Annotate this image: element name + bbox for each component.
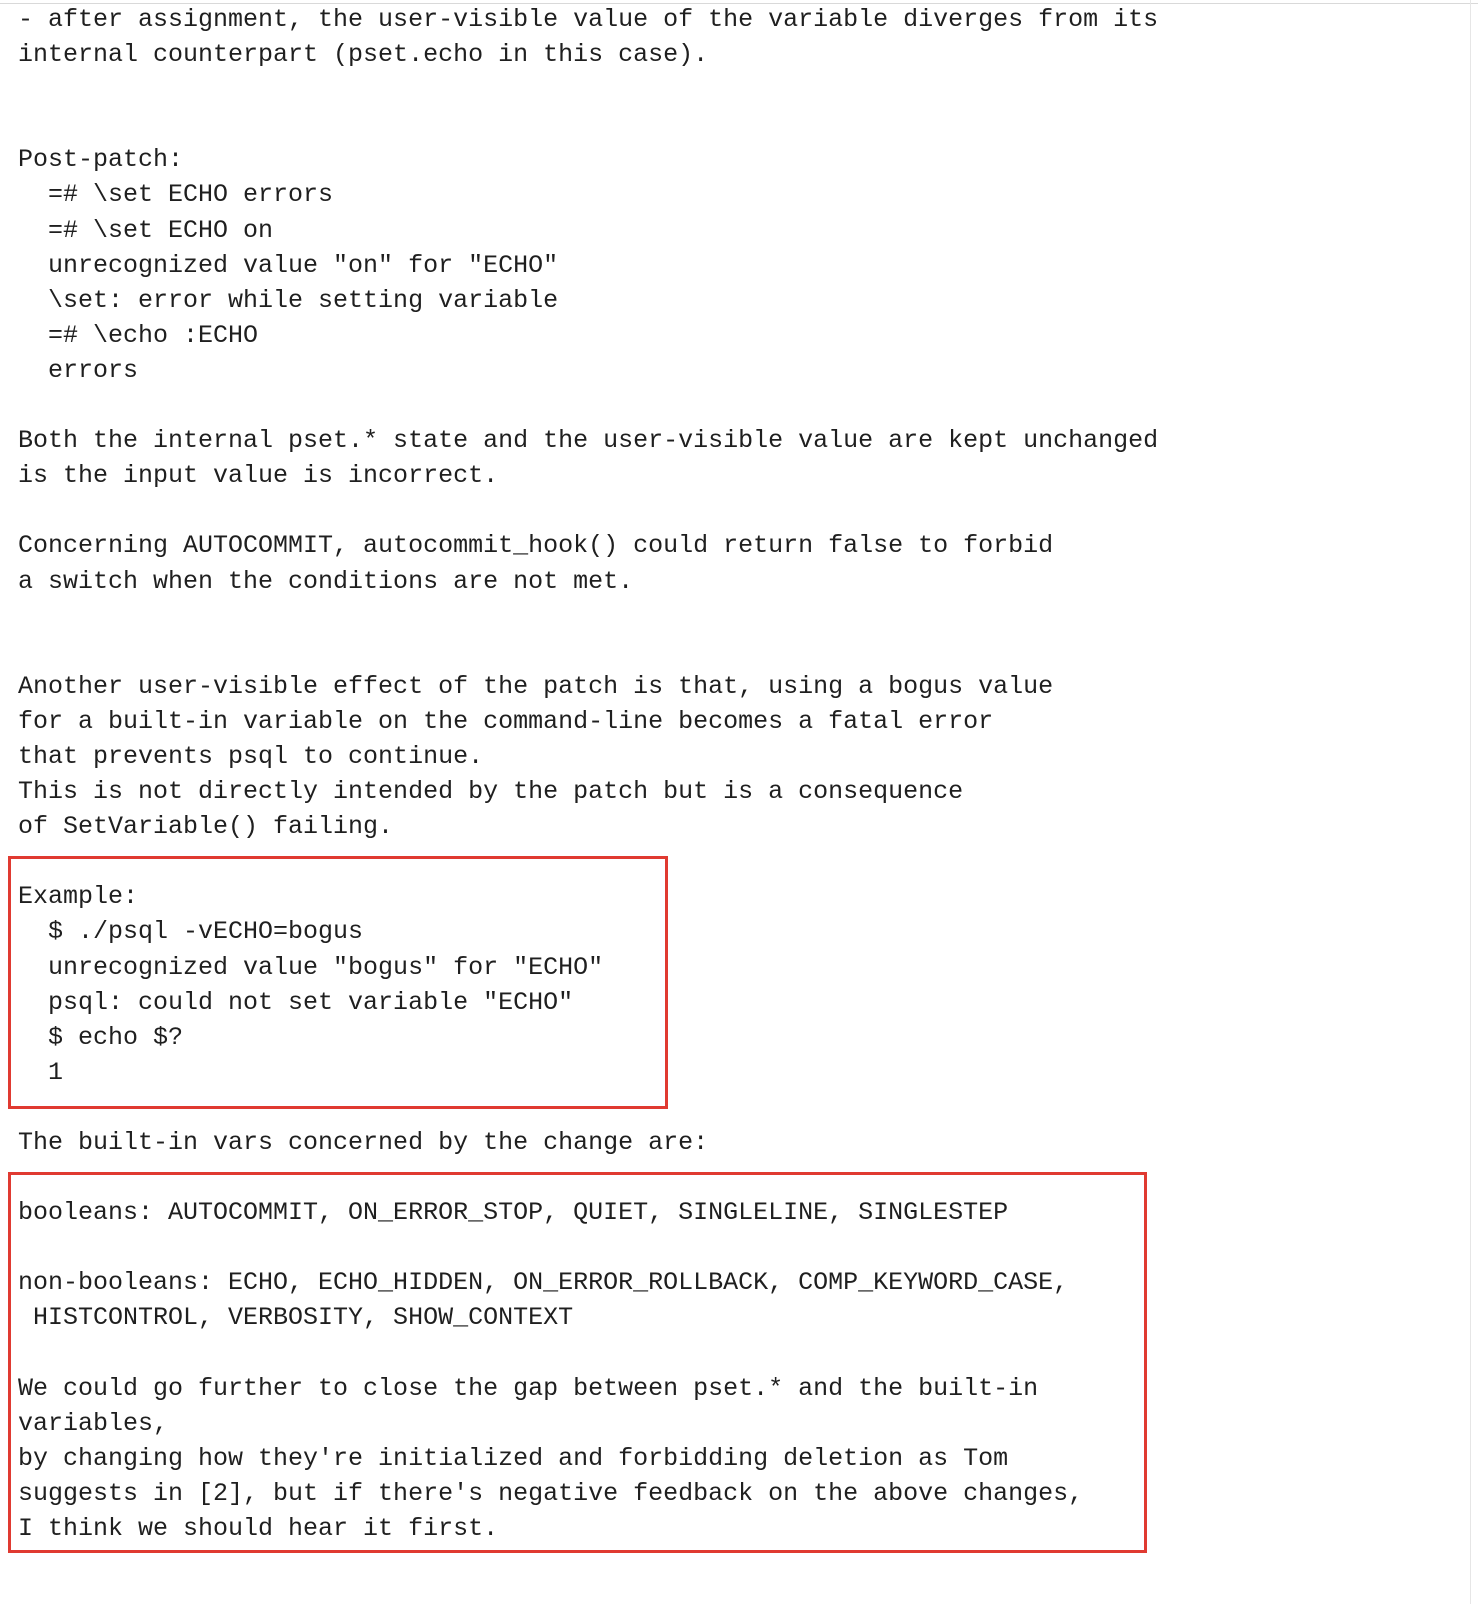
blank-line <box>18 1230 1448 1265</box>
text-line: internal counterpart (pset.echo in this case). <box>18 40 709 70</box>
text-line: Concerning AUTOCOMMIT, autocommit_hook() could return false to forbid <box>18 531 1054 561</box>
text-line: suggests in [2], but if there's negative feedback on the above changes, <box>18 1478 1084 1508</box>
text-line: Another user-visible effect of the patch is that, using a bogus value <box>18 671 1054 701</box>
blank-line <box>18 388 1448 423</box>
text-line: We could go further to close the gap between pset.* and the built-in <box>18 1373 1039 1403</box>
code-line: unrecognized value "on" for "ECHO" <box>18 250 559 280</box>
blank-line <box>18 1090 1448 1125</box>
text-line: of SetVariable() failing. <box>18 812 394 842</box>
section-heading-example: Example: <box>18 882 139 912</box>
code-line: unrecognized value "bogus" for "ECHO" <box>18 952 604 982</box>
blank-line <box>18 599 1448 634</box>
text-line: The built-in vars concerned by the change are: <box>18 1128 709 1157</box>
email-message-body <box>18 2 1448 1546</box>
code-line: =# \echo :ECHO <box>18 320 259 350</box>
booleans-list: booleans: AUTOCOMMIT, ON_ERROR_STOP, QUIET, SINGLELINE, SINGLESTEP <box>18 1198 1009 1228</box>
text-line: is the input value is incorrect. <box>18 461 499 491</box>
text-line: This is not directly intended by the patch but is a consequence <box>18 777 964 807</box>
code-line: =# \set ECHO on <box>18 215 274 245</box>
code-line: errors <box>18 355 139 385</box>
section-heading-post-patch: Post-patch: <box>18 145 184 175</box>
non-booleans-list-continued: HISTCONTROL, VERBOSITY, SHOW_CONTEXT <box>18 1303 574 1333</box>
text-line: variables, <box>18 1408 169 1438</box>
code-line: $ ./psql -vECHO=bogus <box>18 917 364 947</box>
blank-line <box>18 1160 1448 1195</box>
text-line: Both the internal pset.* state and the user-visible value are kept unchanged <box>18 426 1159 456</box>
blank-line <box>18 844 1448 879</box>
blank-line <box>18 1336 1448 1371</box>
blank-line <box>18 493 1448 528</box>
right-divider <box>1470 0 1471 1604</box>
text-line: for a built-in variable on the command-line becomes a fatal error <box>18 706 994 736</box>
code-line: \set: error while setting variable <box>18 285 559 315</box>
code-line: 1 <box>18 1057 64 1087</box>
non-booleans-list: non-booleans: ECHO, ECHO_HIDDEN, ON_ERROR_ROLLBACK, COMP_KEYWORD_CASE, <box>18 1268 1069 1298</box>
text-line: a switch when the conditions are not met. <box>18 566 634 596</box>
code-line: psql: could not set variable "ECHO" <box>18 987 574 1017</box>
blank-line <box>18 634 1448 669</box>
code-line: =# \set ECHO errors <box>18 180 334 210</box>
blank-line <box>18 107 1448 142</box>
code-line: $ echo $? <box>18 1022 184 1052</box>
blank-line <box>18 72 1448 107</box>
text-line: I think we should hear it first. <box>18 1514 499 1544</box>
text-line: that prevents psql to continue. <box>18 741 484 771</box>
text-line: by changing how they're initialized and forbidding deletion as Tom <box>18 1443 1009 1473</box>
text-line: - after assignment, the user-visible value of the variable diverges from its <box>18 5 1159 34</box>
